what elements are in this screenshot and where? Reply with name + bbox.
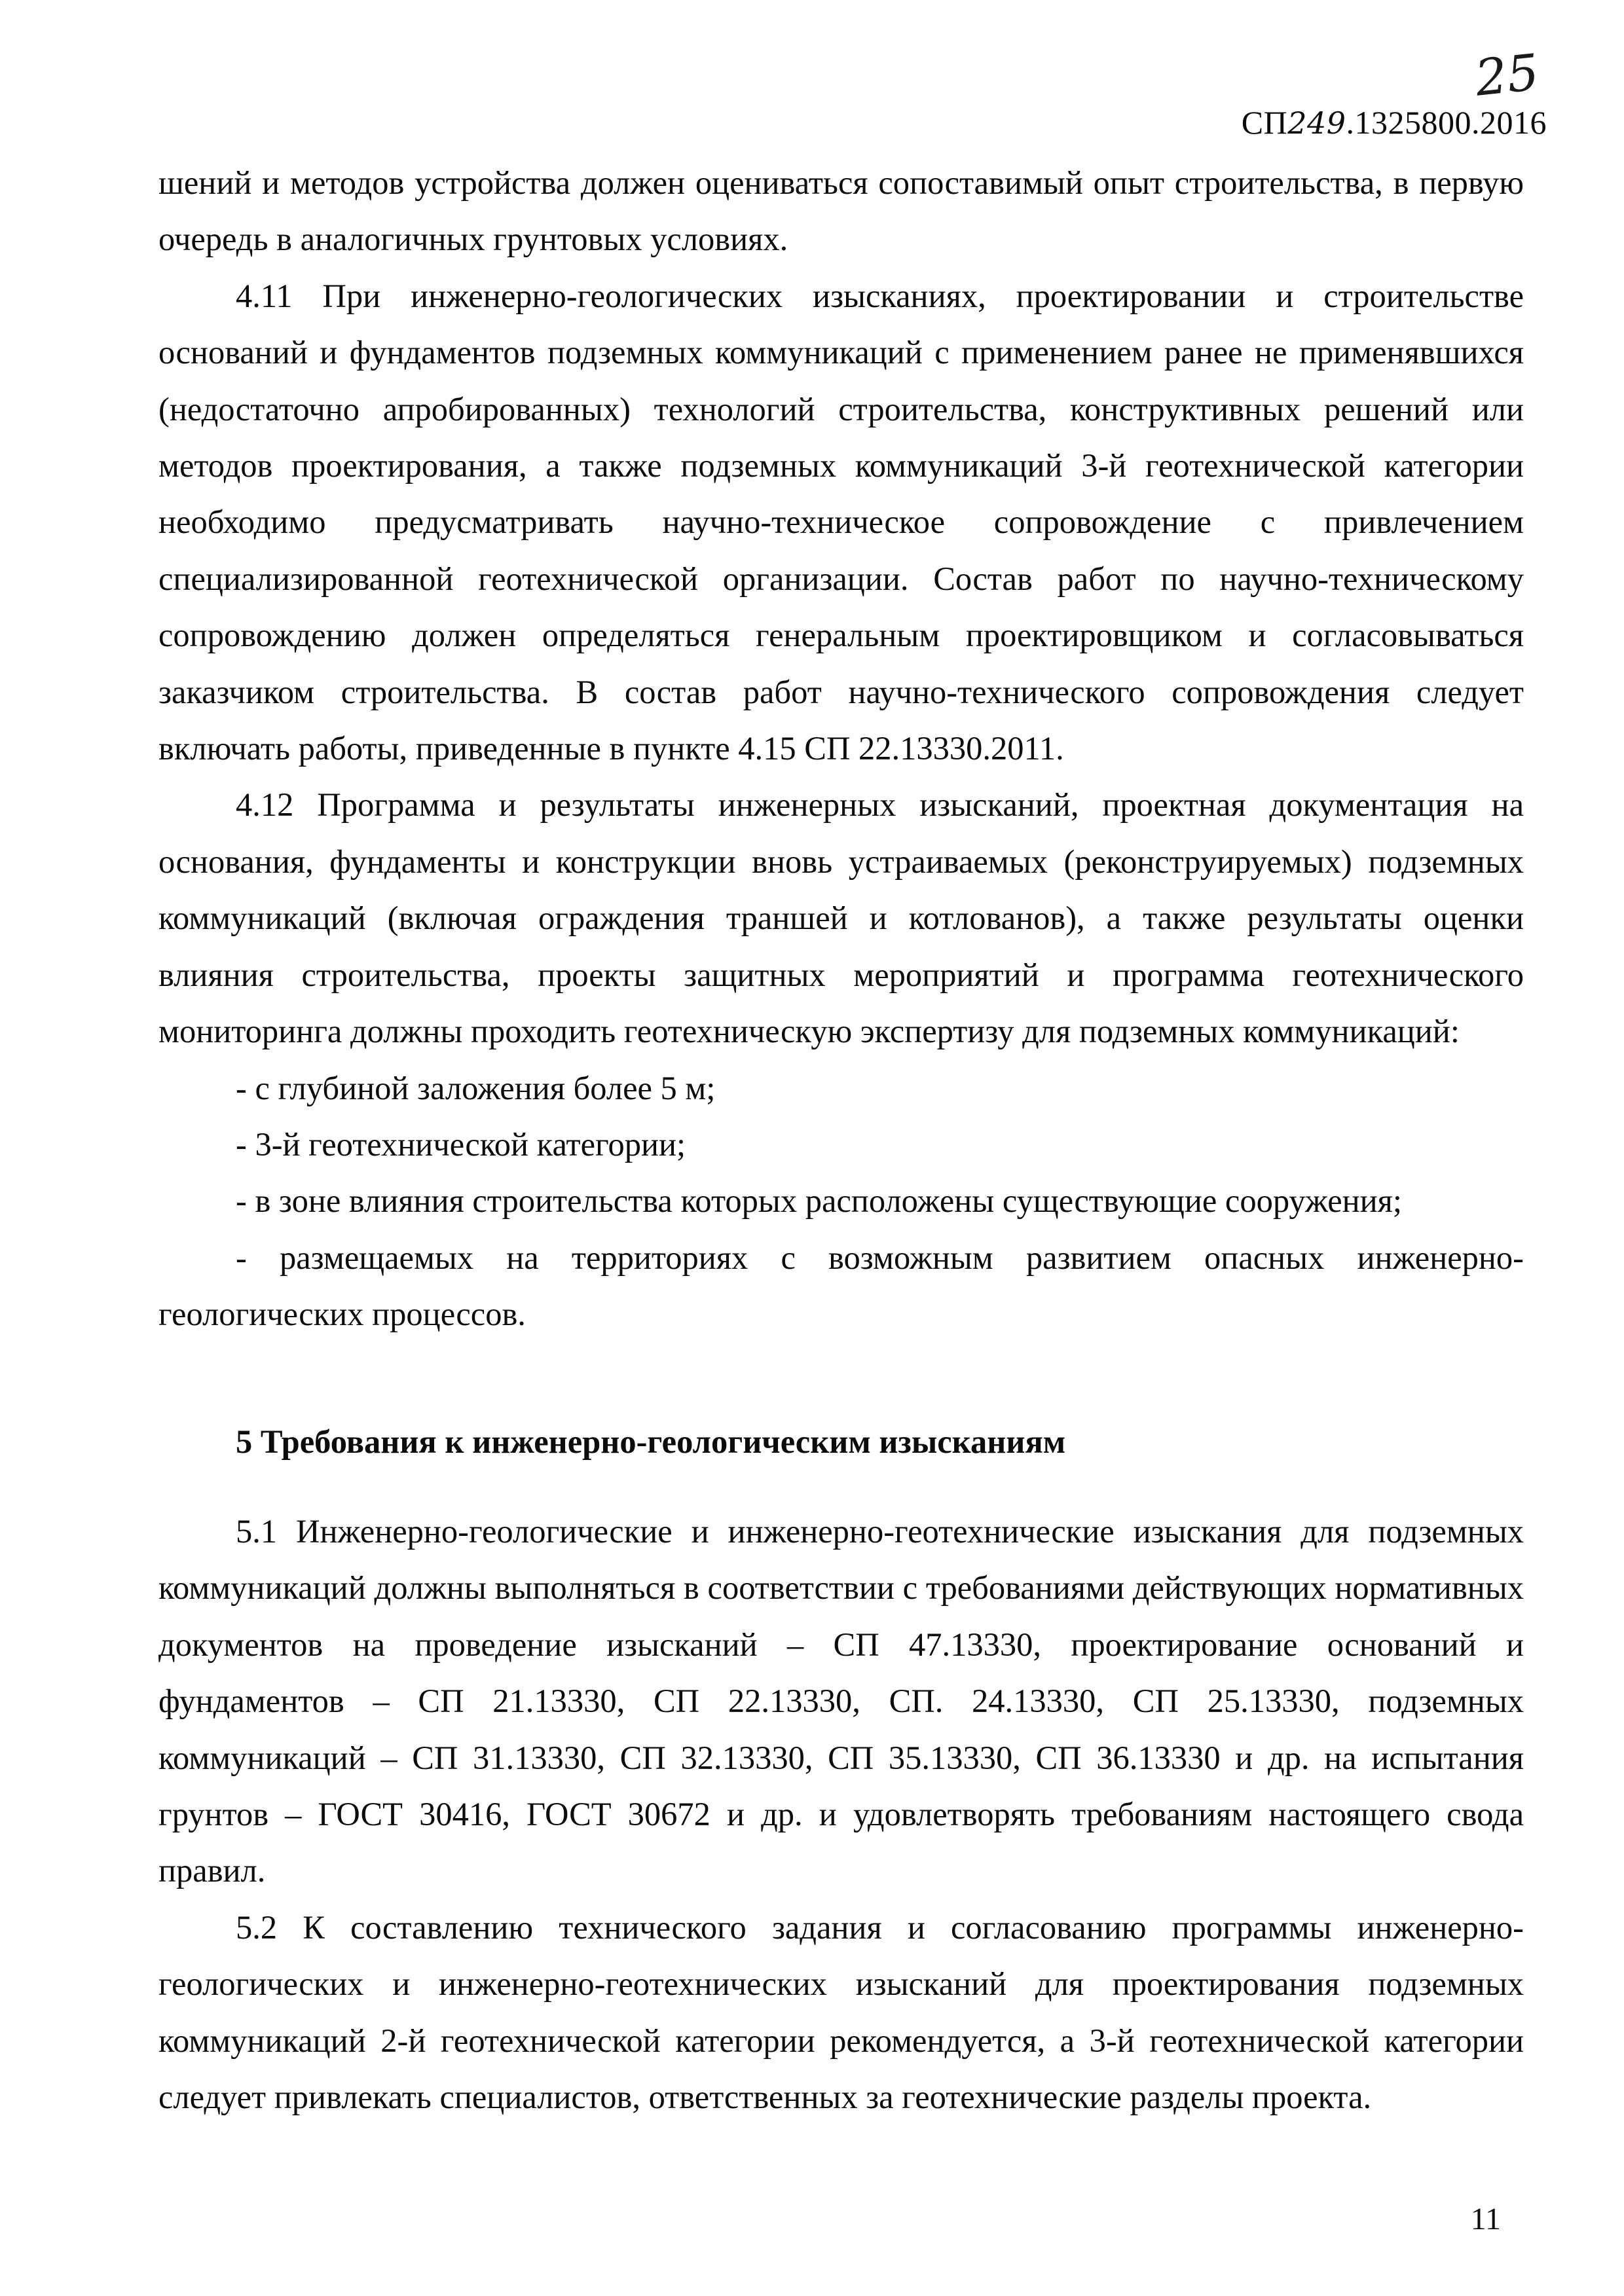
list-item: - размещаемых на территориях с возможным развитием опасных инженерно-геологических процессов. — [158, 1239, 1524, 1333]
paragraph-4-11: 4.11 При инженерно-геологических изысканиях, проектировании и строительстве оснований и фундаментов подземных коммуникаций с применением ранее не применявшихся (недостаточно апробированных) технологий строительства, конструктивных решений или методов проектирования, а также подземных коммуникаций 3-й геотехнической категории необходимо предусматривать научно-техническое сопровождение с привлечением специализированной геотехнической организации. Состав работ по научно-техническому сопровождению должен определяться генеральным проектировщиком и согласовываться заказчиком строительства. В состав работ научно-технического сопровождения следует включать работы, приведенные в пункте 4.15 СП 22.13330.2011. — [158, 277, 1524, 767]
document-code-suffix: .1325800.2016 — [1346, 104, 1547, 141]
list-item: - 3-й геотехнической категории; — [236, 1125, 686, 1163]
list-item: - с глубиной заложения более 5 м; — [236, 1069, 716, 1106]
document-body — [158, 155, 1524, 2125]
document-code-handwritten: 249 — [1287, 105, 1346, 141]
handwritten-page-number: 25 — [1472, 43, 1542, 107]
paragraph-4-12: 4.12 Программа и результаты инженерных изысканий, проектная документация на основания, фундаменты и конструкции вновь устраиваемых (реконструируемых) подземных коммуникаций (включая ограждения траншей и котлованов), а также результаты оценки влияния строительства, проекты защитных мероприятий и программа геотехнического мониторинга должны проходить геотехническую экспертизу для подземных коммуникаций: — [158, 786, 1524, 1050]
section-heading: 5 Требования к инженерно-геологическим изысканиям — [236, 1423, 1066, 1460]
page-number: 11 — [1470, 2202, 1501, 2236]
paragraph-5-2: 5.2 К составлению технического задания и согласованию программы инженерно-геологических и инженерно-геотехнических изысканий для проектирования подземных коммуникаций 2-й геотехнической категории рекомендуется, а 3-й геотехнической категории следует привлекать специалистов, ответственных за геотехнические разделы проекта. — [158, 1908, 1524, 2115]
document-code — [1242, 103, 1547, 141]
list-item: - в зоне влияния строительства которых расположены существующие сооружения; — [236, 1182, 1402, 1220]
document-code-prefix: СП — [1241, 104, 1288, 141]
paragraph-5-1: 5.1 Инженерно-геологические и инженерно-геотехнические изыскания для подземных коммуникаций должны выполняться в соответствии с требованиями действующих нормативных документов на проведение изысканий – СП 47.13330, проектирование оснований и фундаментов – СП 21.13330, СП 22.13330, СП. 24.13330, СП 25.13330, подземных коммуникаций – СП 31.13330, СП 32.13330, СП 35.13330, СП 36.13330 и др. на испытания грунтов – ГОСТ 30416, ГОСТ 30672 и др. и удовлетворять требованиям настоящего свода правил. — [158, 1512, 1524, 1889]
paragraph-continuation: шений и методов устройства должен оцениваться сопоставимый опыт строительства, в первую очередь в аналогичных грунтовых условиях. — [158, 164, 1524, 258]
